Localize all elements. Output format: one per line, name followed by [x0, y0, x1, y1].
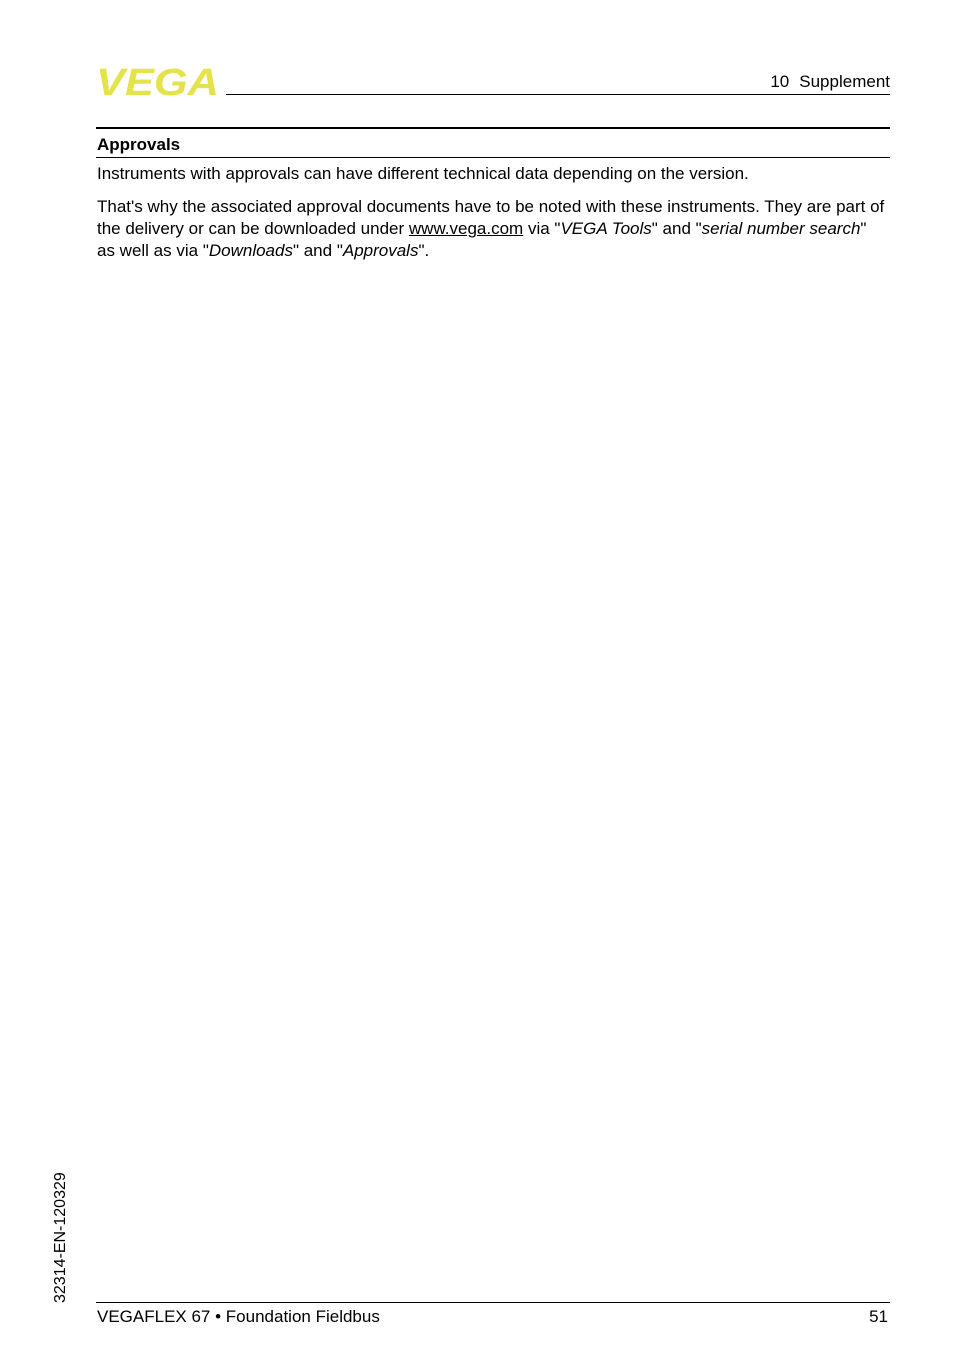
section-rule-bottom: [96, 157, 890, 158]
paragraph-text: " and ": [651, 219, 702, 238]
section-rule-top: [96, 127, 890, 129]
menu-reference-approvals: Approvals: [342, 241, 419, 260]
paragraph-text: via ": [523, 219, 561, 238]
header-rule: [226, 94, 890, 95]
menu-reference-serial-number-search: serial number search: [701, 219, 861, 238]
paragraph-text: That's why the associated approval documents have to be noted with these instruments. They are part of the delivery or can be downloaded under: [97, 197, 885, 238]
footer-rule: [96, 1302, 890, 1303]
footer-product-title: VEGAFLEX 67 • Foundation Fieldbus: [97, 1307, 380, 1326]
menu-reference-vega-tools: VEGA Tools: [560, 219, 652, 238]
vega-logo: [96, 64, 220, 98]
paragraph-text: ".: [418, 241, 430, 260]
paragraph-approvals-intro: Instruments with approvals can have different technical data depending on the version.: [97, 164, 749, 183]
document-code: 32314-EN-120329: [52, 1172, 69, 1303]
menu-reference-downloads: Downloads: [208, 241, 293, 260]
chapter-title: Supplement: [799, 72, 890, 91]
section-heading: Approvals: [97, 135, 181, 154]
paragraph-text: " and ": [292, 241, 343, 260]
paragraph-approval-documents: [97, 196, 887, 262]
chapter-header: [770, 72, 890, 92]
vega-website-link[interactable]: www.vega.com: [408, 219, 524, 238]
page-number: 51: [869, 1307, 888, 1326]
vega-logo-text: VEGA: [96, 64, 219, 98]
chapter-number: 10: [770, 72, 790, 91]
paragraph-text: " as well as via ": [97, 219, 867, 260]
